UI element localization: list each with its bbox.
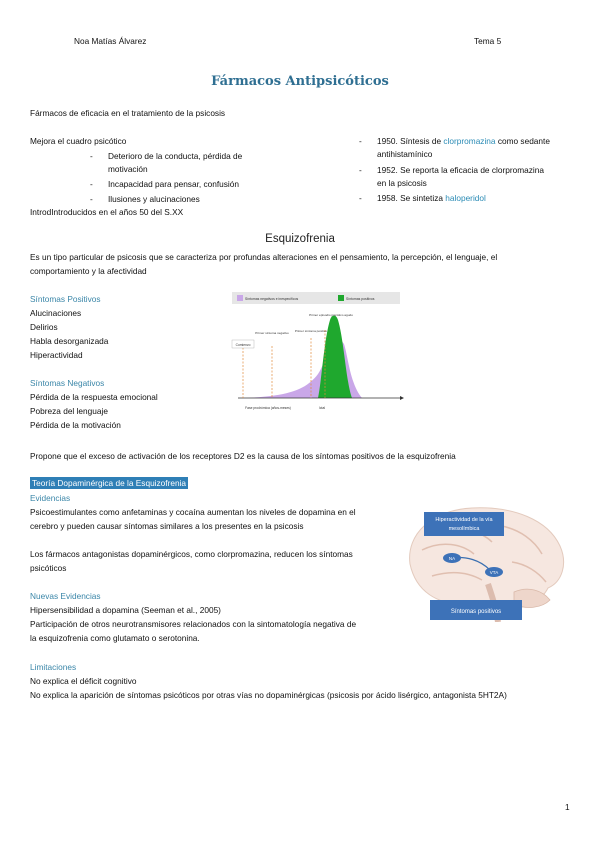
box-top-line: mesolímbica bbox=[448, 526, 480, 532]
list-item: Pobreza del lenguaje bbox=[30, 406, 108, 416]
intro-date-text: IntrodIntroducidos en el años 50 del S.XX bbox=[30, 207, 184, 217]
evidence-heading: Evidencias bbox=[30, 493, 71, 503]
legend-positive: Síntomas positivos bbox=[346, 297, 375, 301]
timeline-item-cont: en la psicosis bbox=[377, 178, 427, 188]
evidence-line: cerebro y pueden causar síntomas similares a los presentes en la psicosis bbox=[30, 521, 304, 531]
antagonist-line: Los fármacos antagonistas dopaminérgicos, como clorpromazina, reducen los síntomas bbox=[30, 549, 353, 559]
page-title: Fármacos Antipsicóticos bbox=[211, 74, 389, 89]
bullet-dash: - bbox=[90, 194, 93, 204]
new-evidence-line: Participación de otros neurotransmisores relacionados con la sintomatología negativa de bbox=[30, 619, 357, 629]
list-item: Alucinaciones bbox=[30, 308, 82, 318]
list-item: Ilusiones y alucinaciones bbox=[108, 194, 200, 204]
label-psychotic-episode: Primer episodio psicótico agudo bbox=[309, 313, 353, 317]
list-heading: Mejora el cuadro psicótico bbox=[30, 136, 127, 146]
symptom-progression-figure bbox=[228, 290, 404, 416]
page-number: 1 bbox=[565, 802, 570, 812]
brain-figure bbox=[402, 500, 572, 622]
list-item: Habla desorganizada bbox=[30, 336, 109, 346]
timeline-item: 1958. Se sintetiza haloperidol bbox=[377, 193, 486, 203]
label-onset: Comienzo bbox=[235, 343, 251, 347]
theory-title: Teoría Dopaminérgica de la Esquizofrenia bbox=[32, 478, 187, 488]
limitations-heading: Limitaciones bbox=[30, 662, 77, 672]
timeline-item: 1950. Síntesis de clorpromazina como sedante bbox=[377, 136, 550, 146]
evidence-line: Psicoestimulantes como anfetaminas y cocaína aumentan los niveles de dopamina en el bbox=[30, 507, 356, 517]
bullet-dash: - bbox=[359, 165, 362, 175]
list-item: Incapacidad para pensar, confusión bbox=[108, 179, 239, 189]
dopamine-proposal: Propone que el exceso de activación de los receptores D2 es la causa de los síntomas positivos de la esquizofrenia bbox=[30, 451, 456, 461]
antagonist-line: psicóticos bbox=[30, 563, 67, 573]
definition-line: Es un tipo particular de psicosis que se caracteriza por profundas alteraciones en el pensamiento, la percepción, el lenguaje, el bbox=[30, 252, 498, 262]
bullet-dash: - bbox=[359, 193, 362, 203]
limitation-line: No explica el déficit cognitivo bbox=[30, 676, 137, 686]
new-evidence-line: la esquizofrenia como glutamato o serotonina. bbox=[30, 633, 200, 643]
label-first-positive: Primer síntoma positivo bbox=[294, 329, 328, 333]
author-name: Noa Matías Álvarez bbox=[74, 36, 147, 46]
legend-swatch-positive bbox=[338, 295, 344, 301]
axis-label-prodromal: Fase prodrómica (años-meses) bbox=[245, 406, 291, 410]
bullet-dash: - bbox=[359, 136, 362, 146]
section-heading: Esquizofrenia bbox=[265, 233, 335, 245]
na-label: NA bbox=[448, 556, 456, 561]
mesolimbic-hyperactivity-box bbox=[424, 512, 504, 536]
bullet-dash: - bbox=[90, 179, 93, 189]
new-evidence-line: Hipersensibilidad a dopamina (Seeman et al., 2005) bbox=[30, 605, 221, 615]
list-item: Delirios bbox=[30, 322, 58, 332]
intro-text: Fármacos de eficacia en el tratamiento de la psicosis bbox=[30, 108, 226, 118]
legend-negative: Síntomas negativos e inespecíficos bbox=[245, 297, 299, 301]
bullet-dash: - bbox=[90, 151, 93, 161]
new-evidence-heading: Nuevas Evidencias bbox=[30, 591, 101, 601]
timeline-item: 1952. Se reporta la eficacia de clorpromazina bbox=[377, 165, 544, 175]
list-item: Pérdida de la respuesta emocional bbox=[30, 392, 158, 402]
list-item: Deterioro de la conducta, pérdida de bbox=[108, 151, 243, 161]
list-item: Pérdida de la motivación bbox=[30, 420, 121, 430]
box-top-line: Hiperactividad de la vía bbox=[435, 517, 493, 523]
vta-label: VTA bbox=[489, 570, 499, 575]
axis-label-ictal: Ictal bbox=[318, 406, 326, 410]
timeline-item-cont: antihistamínico bbox=[377, 149, 433, 159]
box-bottom-label: Síntomas positivos bbox=[450, 609, 502, 615]
topic-label: Tema 5 bbox=[474, 36, 502, 46]
definition-line: comportamiento y la afectividad bbox=[30, 266, 147, 276]
list-item: motivación bbox=[108, 164, 148, 174]
negative-heading: Síntomas Negativos bbox=[30, 378, 105, 388]
limitation-line: No explica la aparición de síntomas psicóticos por otras vías no dopaminérgicas (psicosis por ácido lisérgico, antagonista 5HT2A) bbox=[30, 690, 507, 700]
positive-heading: Síntomas Positivos bbox=[30, 294, 101, 304]
label-first-negative: Primer síntoma negativo bbox=[255, 331, 289, 335]
legend-swatch-negative bbox=[237, 295, 243, 301]
list-item: Hiperactividad bbox=[30, 350, 83, 360]
